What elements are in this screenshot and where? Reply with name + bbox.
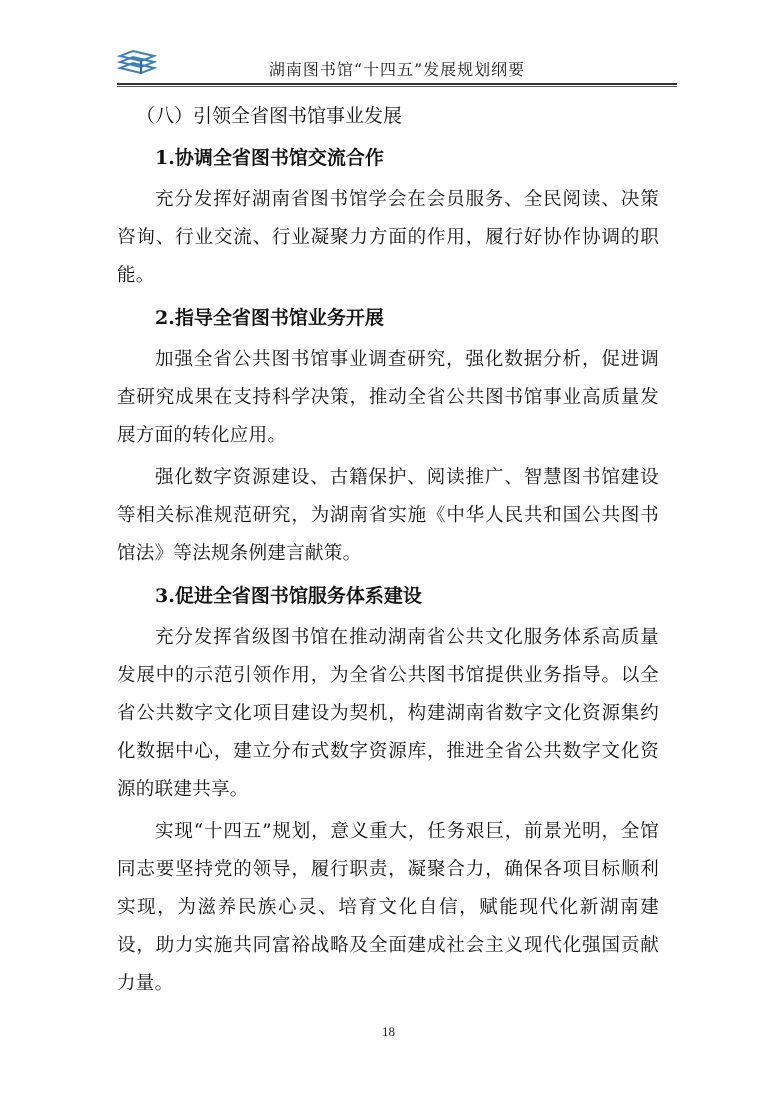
closing-paragraph: 实现“十四五”规划，意义重大，任务艰巨，前景光明，全馆同志要坚持党的领导，履行职责，凝聚合力，确保各项目标顺利实现，为滋养民族心灵、培育文化自信，赋能现代化新湖南建设，助力实施共同富裕战略及全面建成社会主义现代化强国贡献力量。 xyxy=(117,821,659,994)
document-body xyxy=(117,97,659,1003)
subsection-title-1: 1.协调全省图书馆交流合作 xyxy=(155,147,384,169)
paragraph: 加强全省公共图书馆事业调查研究，强化数据分析，促进调查研究成果在支持科学决策，推动全省公共图书馆事业高质量发展方面的转化应用。 xyxy=(117,349,659,446)
header-title: 湖南图书馆“十四五”发展规划纲要 xyxy=(268,60,526,79)
header-rule-thin xyxy=(117,86,677,87)
header-rule xyxy=(117,83,677,85)
page-header xyxy=(117,44,677,84)
paragraph: 充分发挥好湖南省图书馆学会在会员服务、全民阅读、决策咨询、行业交流、行业凝聚力方面的作用，履行好协作协调的职能。 xyxy=(117,189,659,286)
paragraph: 强化数字资源建设、古籍保护、阅读推广、智慧图书馆建设等相关标准规范研究，为湖南省实施《中华人民共和国公共图书馆法》等法规条例建言献策。 xyxy=(117,467,659,564)
subsection-title-2: 2.指导全省图书馆业务开展 xyxy=(155,307,384,329)
subsection-title-3: 3.促进全省图书馆服务体系建设 xyxy=(155,585,422,607)
section-heading: （八）引领全省图书馆事业发展 xyxy=(136,105,403,127)
page-number: 18 xyxy=(382,1024,395,1039)
paragraph: 充分发挥省级图书馆在推动湖南省公共文化服务体系高质量发展中的示范引领作用，为全省公共图书馆提供业务指导。以全省公共数字文化项目建设为契机，构建湖南省数字文化资源集约化数据中心，建立分布式数字资源库，推进全省公共数字文化资源的联建共享。 xyxy=(117,627,659,800)
